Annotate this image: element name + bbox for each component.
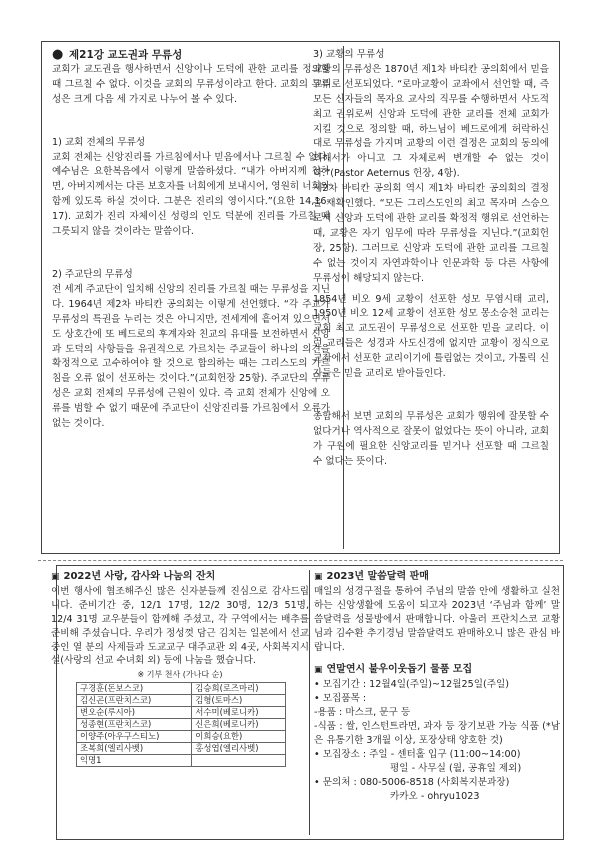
donor-cell: 변오순(루시아): [77, 707, 192, 719]
donor-caption: ※ 기부 천사 (가나다 순): [137, 670, 223, 680]
square-bullet-icon: ▣: [51, 572, 60, 582]
table-row: [77, 719, 286, 731]
section-3-paragraph-2: 제2차 바티칸 공의회 역시 제1차 바티칸 공의회의 결정을 재확인했다. “모든 그리스도인의 최고 목자며 스승으로서 신앙과 도덕에 관한 교리를 확정적 행위로 선언하는 때, 교황은 자기 임무에 따라 무류성을 지닌다.”(교회헌장, 25항). 그러므로 신앙과 도덕에 관한 교리를 그르칠 수 없는 것이지 자연과학이나 인문과학 등 다른 사항에 무류성이 해당되지 않는다.: [313, 183, 549, 284]
calendar-body: 매일의 성경구절을 통하여 주님의 말씀 안에 생활하고 실천하는 신앙생활에 도움이 되고자 2023년 ‘주님과 함께’ 말씀달력을 성물방에서 판매합니다. 아울러 프란치스코 교황님과 김수환 추기경님 말씀달력도 판매하오니 많은 관심 바랍니다.: [314, 585, 560, 653]
section-3-paragraph-3: 1854년 비오 9세 교황이 선포한 성모 무염시태 교리, 1950년 비오 12세 교황이 선포한 성모 몽소승천 교리는 교회 최고 교도권이 무류성으로 선포한 믿을 교리다. 이런 교리들은 성경과 사도신경에 없지만 교황이 정식으로 교좌에서 선포한 교리이기에 틀림없는 것이고, 가톨릭 신자들은 믿을 교리로 받아들인다.: [313, 293, 549, 380]
section-1-body: 교회 전체는 신앙진리를 가르침에서나 믿음에서나 그르칠 수 없다. 예수님은 요한복음에서 이렇게 말씀하셨다. “내가 아버지께 청하면, 아버지께서는 다른 보호자를 너희에게 보내시어, 영원히 너희와 함께 있도록 하실 것이다. 그분은 진리의 영이시다.”(요한 14,16-17). 교회가 진리 자체이신 성령의 인도 덕분에 진리를 가르칠 때 그릇되지 않을 것이라는 말씀이다.: [52, 151, 330, 238]
lecture-left-column: [52, 48, 330, 432]
donation-drive-title: ▣ 연말연시 불우이웃돕기 물품 모집: [314, 664, 473, 676]
donor-cell: 김승희(로즈마리): [192, 683, 286, 695]
event-title: ▣ 2022년 사랑, 감사와 나눔의 잔치: [51, 571, 216, 582]
table-row: [77, 743, 286, 755]
donation-period: • 모집기간 : 12월4일(주일)~12월25일(주일): [314, 679, 509, 691]
dashed-separator: [38, 560, 563, 561]
donor-table: [76, 682, 286, 767]
donor-cell: 이희승(요한): [192, 731, 286, 743]
donation-kakao: 카카오 - ohryu1023: [390, 790, 480, 802]
table-row: [77, 707, 286, 719]
donor-cell: 신은희(베로니카): [192, 719, 286, 731]
table-row: [77, 731, 286, 743]
notice-box: [51, 565, 564, 840]
section-1-heading: 1) 교회 전체의 무류성: [52, 136, 146, 148]
donor-cell: 익명1: [77, 755, 192, 767]
lecture-title-text: 제21강 교도권과 무류성: [69, 49, 183, 61]
notice-divider: [309, 570, 310, 835]
donor-cell: 김신곤(프란치스코): [77, 695, 192, 707]
lecture-intro: 교회가 교도권을 행사하면서 신앙이나 도덕에 관한 교리를 정의할 때 그르칠 수 없다. 이것을 교회의 무류성이라고 한다. 교회의 무류성은 크게 다음 세 가지로 나누어 볼 수 있다.: [52, 63, 330, 105]
section-2-heading: 2) 주교단의 무류성: [52, 268, 133, 280]
event-body: 이번 행사에 협조해주신 많은 신자분들께 진심으로 감사드립니다. 준비기간 중, 12/1 17명, 12/2 30명, 12/3 51명, 12/4 31명 교우분들이 함께해 주셨고, 각 구역에서는 배추를 준비해 주셨습니다. 우리가 정성껏 담근 김치는 일본에서 선교 중인 열 분의 사제들과 도교교구 대주교관 외 4곳, 사회복지시설(사랑의 선교 수녀회 외) 등에 나눔을 했습니다.: [51, 585, 309, 667]
square-bullet-icon: ▣: [314, 572, 323, 582]
square-bullet-icon: ▣: [314, 665, 323, 676]
donor-cell: 구경훈(돈보스코): [77, 683, 192, 695]
notice-left-column: [51, 570, 309, 767]
donor-cell: [192, 755, 286, 767]
donor-cell: 서수미(베로니카): [192, 707, 286, 719]
lecture-title: [52, 48, 330, 63]
donor-cell: 김형(토마스): [192, 695, 286, 707]
table-row: [77, 755, 286, 767]
lecture-right-column: [313, 48, 549, 470]
donation-place: • 모집장소 : 주일 - 센터홀 입구 (11:00~14:00): [314, 748, 521, 760]
donor-cell: 조복희(엘리사벳): [77, 743, 192, 755]
notice-right-column: [314, 570, 560, 804]
table-row: [77, 683, 286, 695]
section-2-body: 전 세계 주교단이 일치해 신앙의 진리를 가르칠 때는 무류성을 지닌다. 1964년 제2차 바티칸 공의회는 이렇게 선언했다. “각 주교가 무류성의 특권을 누리는 것은 아니지만, 전세계에 흩어져 있으면서도 상호간에 또 베드로의 후계자와 친교의 유대를 보전하면서 신앙과 도덕의 사항들을 유권적으로 가르치는 주교들이 하나의 의견을 확정적으로 고수하여야 할 것으로 합의하는 때는 그리스도의 가르침을 오류 없이 선포하는 것이다.”(교회헌장 25항). 주교단의 무류성은 교회 전체의 무류성에 근원이 있다. 즉 교회 전체가 신앙에 오류를 범할 수 없기 때문에 주교단이 신앙진리를 가르침에서 오류가 없는 것이다.: [52, 283, 330, 430]
donation-contact: • 문의처 : 080-5006-8518 (사회복지분과장): [314, 776, 510, 788]
section-3-heading: 3) 교황의 무류성: [313, 49, 385, 60]
calendar-title: ▣ 2023년 말씀달력 판매: [314, 571, 429, 582]
section-3-paragraph-1: 교황의 무류성은 1870년 제1차 바티칸 공의회에서 믿을 교리로 선포되었다. “로마교황이 교좌에서 선언할 때, 즉 모든 신자들의 목자요 교사의 직무를 수행하면서 사도적 최고 권위로써 신앙과 도덕에 관한 교리를 전체 교회가 지킬 것으로 정의할 때, 하느님이 베드로에게 허락하신 대로 무류성을 가지며 교황의 이런 결정은 교회의 동의에 의해서가 아니고 그 자체로써 변개할 수 없는 것이다.”(Pastor Aeternus 헌장, 4항).: [313, 63, 549, 180]
donor-cell: 이양주(아우구스티노): [77, 731, 192, 743]
donation-items-label: • 모집품목 :: [314, 693, 367, 705]
bullet-icon: ●: [52, 47, 64, 62]
donation-place-weekday: 평일 - 사무실 (월, 공휴일 제외): [390, 762, 522, 774]
section-3-paragraph-4: 종합해서 보면 교회의 무류성은 교회가 행위에 잘못할 수 없다거나 역사적으로 잘못이 없었다는 뜻이 아니라, 교회가 구원에 필요한 신앙교리를 믿거나 선포할 때 그르칠 수 없다는 뜻이다.: [313, 410, 549, 467]
lecture-box: [41, 41, 560, 554]
donation-items-supplies: -용품 : 마스크, 문구 등: [314, 707, 411, 719]
donation-items-food: -식품 : 쌀, 인스턴트라면, 과자 등 장기보관 가능 식품 (*남은 유통기한 3개월 이상, 포장상태 양호한 것): [314, 721, 560, 746]
donor-cell: 홍성엽(엘리사벳): [192, 743, 286, 755]
table-row: [77, 695, 286, 707]
donor-cell: 성종현(프란치스코): [77, 719, 192, 731]
